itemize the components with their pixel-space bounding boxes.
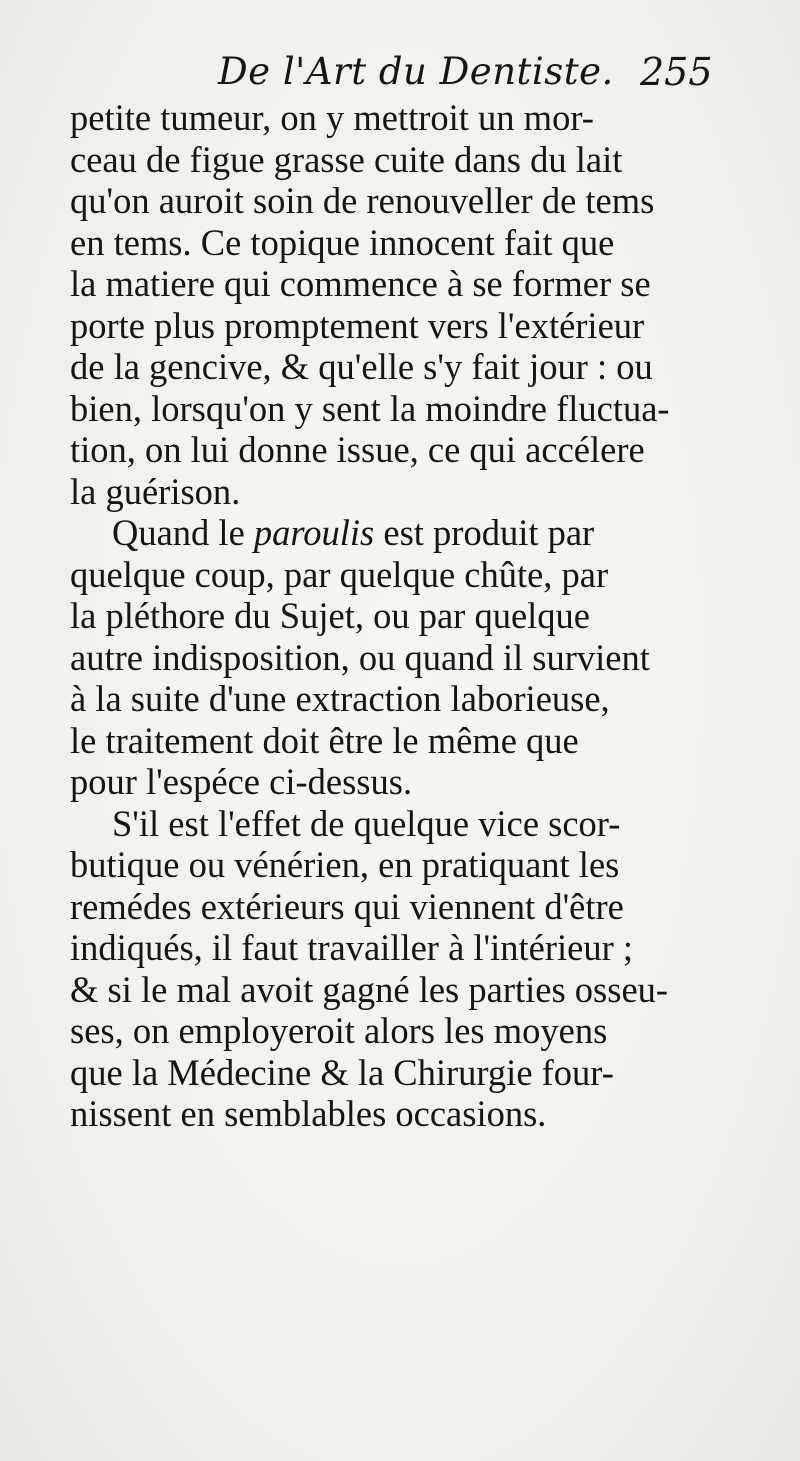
text-line: nissent en semblables occasions. [70,1093,547,1134]
running-title: De l'Art du Dentiste. [218,50,614,93]
paragraph-3 [70,803,730,1135]
text-line: de la gencive, & qu'elle s'y fait jour : ou [70,346,653,387]
text-line: tion, on lui donne issue, ce qui accélere [70,429,645,470]
body-text [70,97,730,1135]
text-line: qu'on auroit soin de renouveller de tems [70,180,655,221]
text-line: porte plus promptement vers l'extérieur [70,304,645,346]
paragraph-2 [70,512,730,803]
text-line: & si le mal avoit gagné les parties osseu- [70,968,669,1010]
text-line: ceau de figue grasse cuite dans du lait [70,138,623,180]
text-line: pour l'espéce ci-dessus. [70,761,413,802]
text-line: quelque coup, par quelque chûte, par [70,553,609,595]
text-line: à la suite d'une extraction laborieuse, [70,678,610,719]
text-line: indiqués, il faut travailler à l'intérieur ; [70,927,634,968]
text-line [70,512,730,554]
text-line: la matiere qui commence à se former se [70,263,651,304]
text-line: en tems. Ce topique innocent fait que [70,221,615,263]
paragraph-1 [70,97,730,512]
text-line: remédes extérieurs qui viennent d'être [70,885,624,927]
text-fragment: est produit par [374,512,595,553]
text-line: que la Médecine & la Chirurgie four- [70,1051,614,1093]
text-line: le traitement doit être le même que [70,719,579,761]
text-line: autre indisposition, ou quand il survient [70,636,650,678]
text-line: bien, lorsqu'on y sent la moindre fluctua- [70,387,670,429]
text-fragment: Quand le [112,512,254,553]
text-line: la pléthore du Sujet, ou par quelque [70,595,590,636]
text-line: la guérison. [70,470,241,512]
italic-term: paroulis [253,512,375,553]
text-line: petite tumeur, on y mettroit un mor- [70,97,594,138]
text-line: ses, on employeroit alors les moyens [70,1010,608,1051]
page-number: 255 [640,50,713,94]
text-line: S'il est l'effet de quelque vice scor- [112,802,621,844]
text-line: butique ou vénérien, en pratiquant les [70,844,620,885]
